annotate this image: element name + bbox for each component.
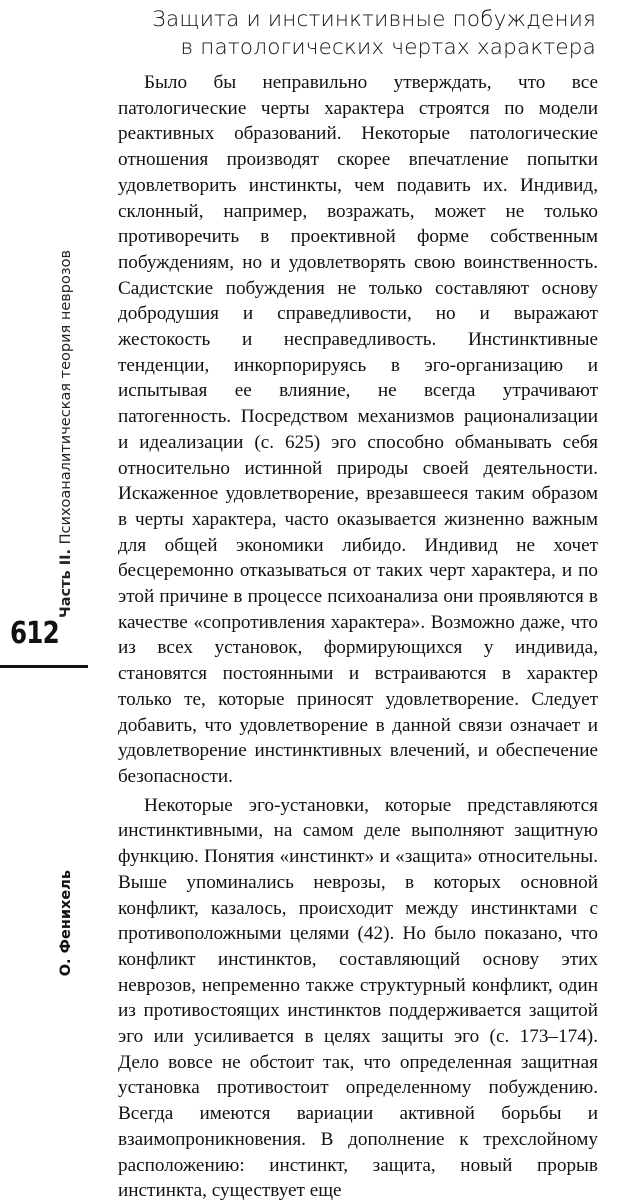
part-label: Часть II. xyxy=(58,548,74,618)
running-head-part xyxy=(57,250,75,618)
running-head-author: О. Фенихель xyxy=(58,870,74,977)
body-text xyxy=(118,70,598,1204)
page-number-rule xyxy=(0,665,88,668)
paragraph: Было бы неправильно утверждать, что все патологические черты характера строятся по модели реактивных образований. Некоторые патологические отношения производят скорее впечатление попытки удовлетворить инстинкты, чем подавить их. Индивид, склонный, например, возражать, может не только противоречить в проективной форме собственным побуждениям, но и удовлетворять свою воинственность. Садистские побуждения не только составляют основу добродушия и справедливости, но и выражают жестокость и несправедливость. Инстинктивные тенденции, инкорпорируясь в эго-организацию и испытывая ее влияние, не всегда утрачивают патогенность. Посредством механизмов рационализации и идеализации (с. 625) эго способно обманывать себя относительно истинной природы своей деятельности. Искаженное удовлетворение, врезавшееся таким образом в черты характера, часто оказывается жизненно важным для общей экономики либидо. Индивид не хочет бесцеремонно отказываться от таких черт характера, и по этой причине в процессе психоанализа они проявляются в качестве «сопротивления характера». Возможно даже, что из всех установок, формирующихся у индивида, становятся постоянными и встраиваются в характер только те, которые приносят удовлетворение. Следует добавить, что удовлетворение в данной связи означает и удовлетворение инстинктивных влечений, и обеспечение безопасности. xyxy=(118,72,598,787)
section-heading-line-2: в патологических чертах характера xyxy=(180,35,596,60)
part-title: Психоаналитическая теория неврозов xyxy=(58,250,74,545)
paragraph: Некоторые эго-установки, которые представляются инстинктивными, на самом деле выполняют защитную функцию. Понятия «инстинкт» и «защита» относительны. Выше упоминались неврозы, в которых основной конфликт, казалось, происходит между инстинктами с противоположными целями (42). Но было показано, что конфликт инстинктов, составляющий основу этих неврозов, непременно также структурный конфликт, один из противостоящих инстинктов поддерживается защитой эго или усиливается в целях защиты эго (с. 173–174). Дело вовсе не обстоит так, что определенная защитная установка противостоит определенному побуждению. Всегда имеются вариации активной борьбы и взаимопроникновения. В дополнение к трехслойному расположению: инстинкт, защита, новый прорыв инстинкта, существует еще xyxy=(118,794,598,1202)
section-heading xyxy=(110,6,596,62)
page-number: 612 xyxy=(10,616,59,651)
section-heading-line-1: Защита и инстинктивные побуждения xyxy=(152,7,596,32)
